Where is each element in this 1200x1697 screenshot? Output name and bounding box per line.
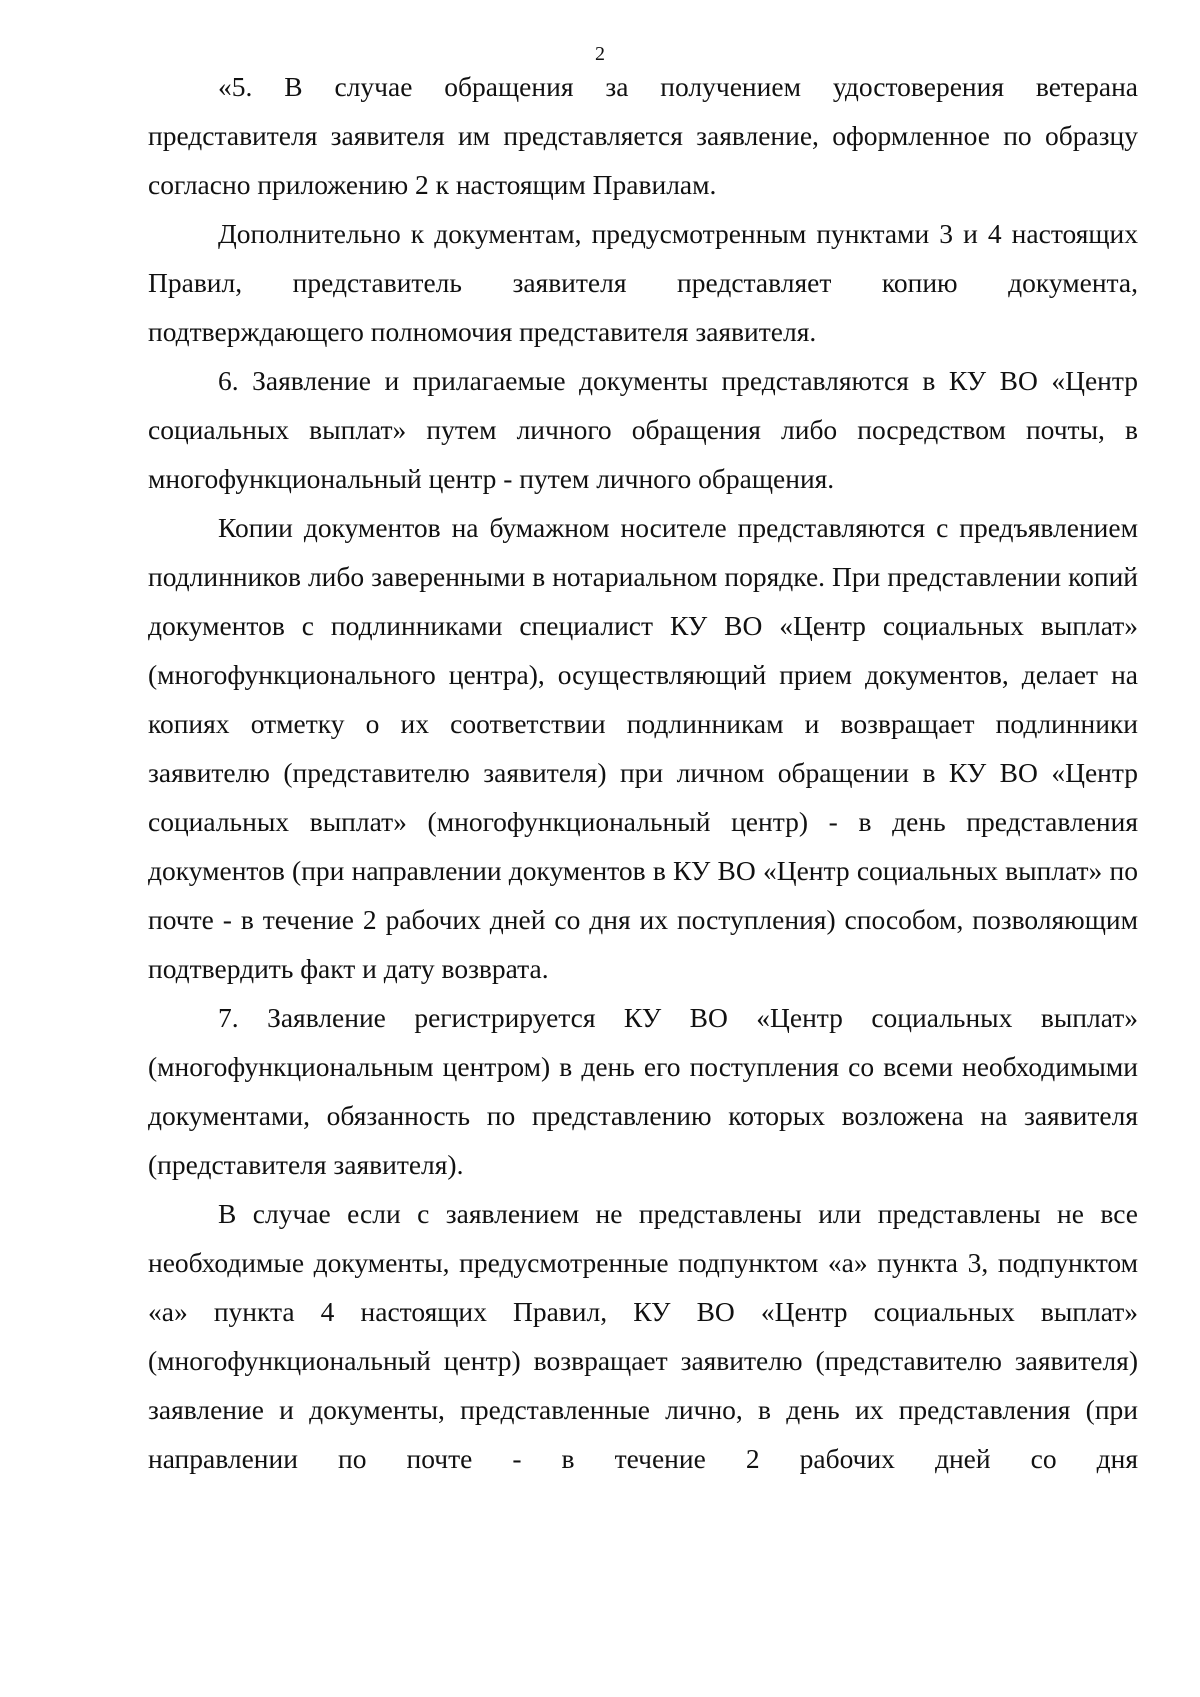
paragraph-5-addition: Дополнительно к документам, предусмотренным пунктами 3 и 4 настоящих Правил, представитель заявителя представляет копию документа, подтверждающего полномочия представителя заявителя. xyxy=(148,218,1138,347)
page-number: 2 xyxy=(595,43,605,65)
paragraph-6: 6. Заявление и прилагаемые документы представляются в КУ ВО «Центр социальных выплат» путем личного обращения либо посредством почты, в многофункциональный центр - путем личного обращения. xyxy=(148,365,1138,494)
paragraph-7: 7. Заявление регистрируется КУ ВО «Центр социальных выплат» (многофункциональным центром) в день его поступления со всеми необходимыми документами, обязанность по представлению которых возложена на заявителя (представителя заявителя). xyxy=(148,1002,1138,1180)
paragraph-5: «5. В случае обращения за получением удостоверения ветерана представителя заявителя им представляется заявление, оформленное по образцу согласно приложению 2 к настоящим Правилам. xyxy=(148,71,1138,200)
paragraph-7-return: В случае если с заявлением не представлены или представлены не все необходимые документы, предусмотренные подпунктом «а» пункта 3, подпунктом «а» пункта 4 настоящих Правил, КУ ВО «Центр социальных выплат» (многофункциональный центр) возвращает заявителю (представителю заявителя) заявление и документы, представленные лично, в день их представления (при направлении по почте - в течение 2 рабочих дней со дня xyxy=(148,1198,1138,1474)
paragraph-6-copies: Копии документов на бумажном носителе представляются с предъявлением подлинников либо заверенными в нотариальном порядке. При представлении копий документов с подлинниками специалист КУ ВО «Центр социальных выплат» (многофункционального центра), осуществляющий прием документов, делает на копиях отметку о их соответствии подлинникам и возвращает подлинники заявителю (представителю заявителя) при личном обращении в КУ ВО «Центр социальных выплат» (многофункциональный центр) - в день представления документов (при направлении документов в КУ ВО «Центр социальных выплат» по почте - в течение 2 рабочих дней со дня их поступления) способом, позволяющим подтвердить факт и дату возврата. xyxy=(148,512,1138,984)
document-body xyxy=(148,62,1138,1483)
